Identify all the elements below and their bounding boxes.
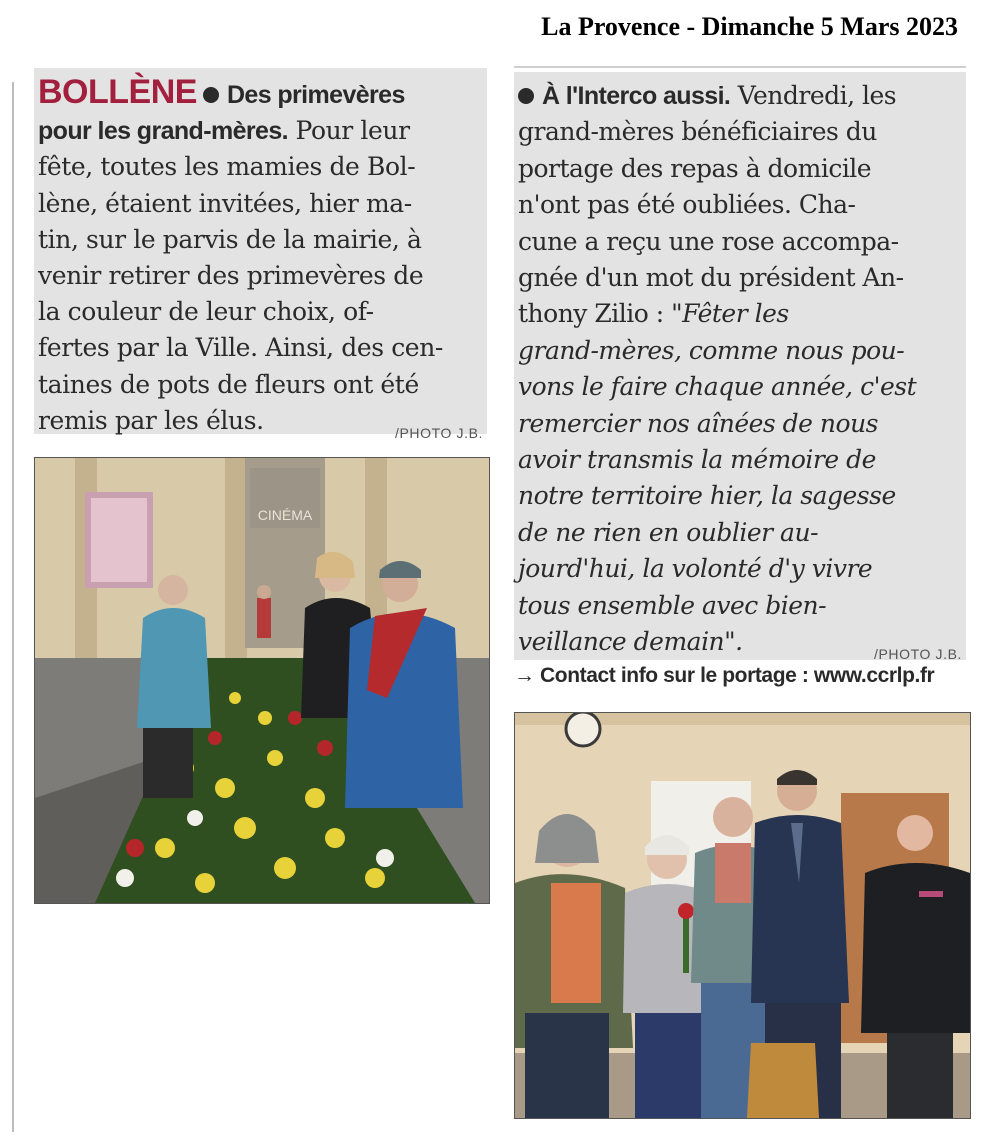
quote-line: remercier nos aînées de nous (518, 408, 879, 438)
newspaper-masthead: La Provence - Dimanche 5 Mars 2023 (541, 12, 958, 41)
photo-credit: /PHOTO J.B. (873, 646, 962, 663)
body-line: la couleur de leur choix, of- (38, 297, 374, 327)
body-line: tin, sur le parvis de la mairie, à (38, 224, 422, 254)
photo-flower-distribution (34, 457, 490, 904)
body-line: fertes par la Ville. Ainsi, des cen- (38, 333, 443, 363)
quote-line: tous ensemble avec bien- (518, 590, 827, 620)
bullet-icon (518, 88, 534, 104)
column-top-rule (514, 66, 966, 68)
headline-part-2: pour les grand-mères. (38, 117, 288, 146)
quote-line: de ne rien en oublier au- (518, 517, 819, 547)
body-line: taines de pots de fleurs ont été (38, 369, 419, 399)
quote-line: avoir transmis la mémoire de (518, 445, 876, 475)
body-line: fête, toutes les mamies de Bol- (38, 152, 416, 182)
bullet-icon (203, 87, 219, 103)
body-line: remis par les élus. (38, 405, 264, 435)
body-line: venir retirer des primevères de (38, 261, 424, 291)
group-portrait-photo-icon (515, 713, 970, 1118)
article-interco (514, 72, 966, 663)
headline-line-2 (38, 113, 483, 149)
quote-last-line (518, 624, 962, 663)
quote-intro: thony Zilio : " (518, 299, 683, 329)
cinema-sign: CINÉMA (257, 507, 313, 523)
body-line: gnée d'un mot du président An- (518, 263, 904, 293)
body-line: portage des repas à domicile (518, 153, 872, 183)
article-bollene (34, 68, 487, 441)
body-line: cune a reçu une rose accompa- (518, 226, 899, 256)
photo-credit: /PHOTO J.B. (394, 424, 483, 441)
body-line: lène, étaient invitées, hier ma- (38, 188, 412, 218)
quote-text: Fêter les (682, 299, 789, 329)
quote-line: vons le faire chaque année, c'est (518, 372, 917, 402)
quote-start-line (518, 296, 962, 332)
body-line: n'ont pas été oubliées. Cha- (518, 190, 856, 220)
headline-line (518, 78, 962, 114)
quote-line: jourd'hui, la volonté d'y vivre (518, 554, 873, 584)
quote-line: veillance demain". (518, 627, 743, 657)
body-line: Pour leur (295, 116, 410, 146)
body-line: grand-mères bénéficiaires du (518, 117, 877, 147)
contact-info-link[interactable]: → Contact info sur le portage : www.ccrlp.fr (514, 664, 935, 687)
quote-line: notre territoire hier, la sagesse (518, 481, 896, 511)
body-line-last (38, 403, 483, 439)
photo-group-portrait (514, 712, 971, 1119)
headline-part-1: Des primevères (226, 81, 405, 109)
body-line: Vendredi, les (737, 81, 897, 110)
headline-interco: À l'Interco aussi. (542, 82, 731, 110)
headline-line-1 (38, 74, 483, 113)
quote-line: grand-mères, comme nous pou- (518, 335, 905, 365)
column-rule (12, 82, 14, 1132)
kicker-bollene: BOLLÈNE (38, 73, 197, 111)
flower-market-photo-icon (35, 458, 489, 903)
